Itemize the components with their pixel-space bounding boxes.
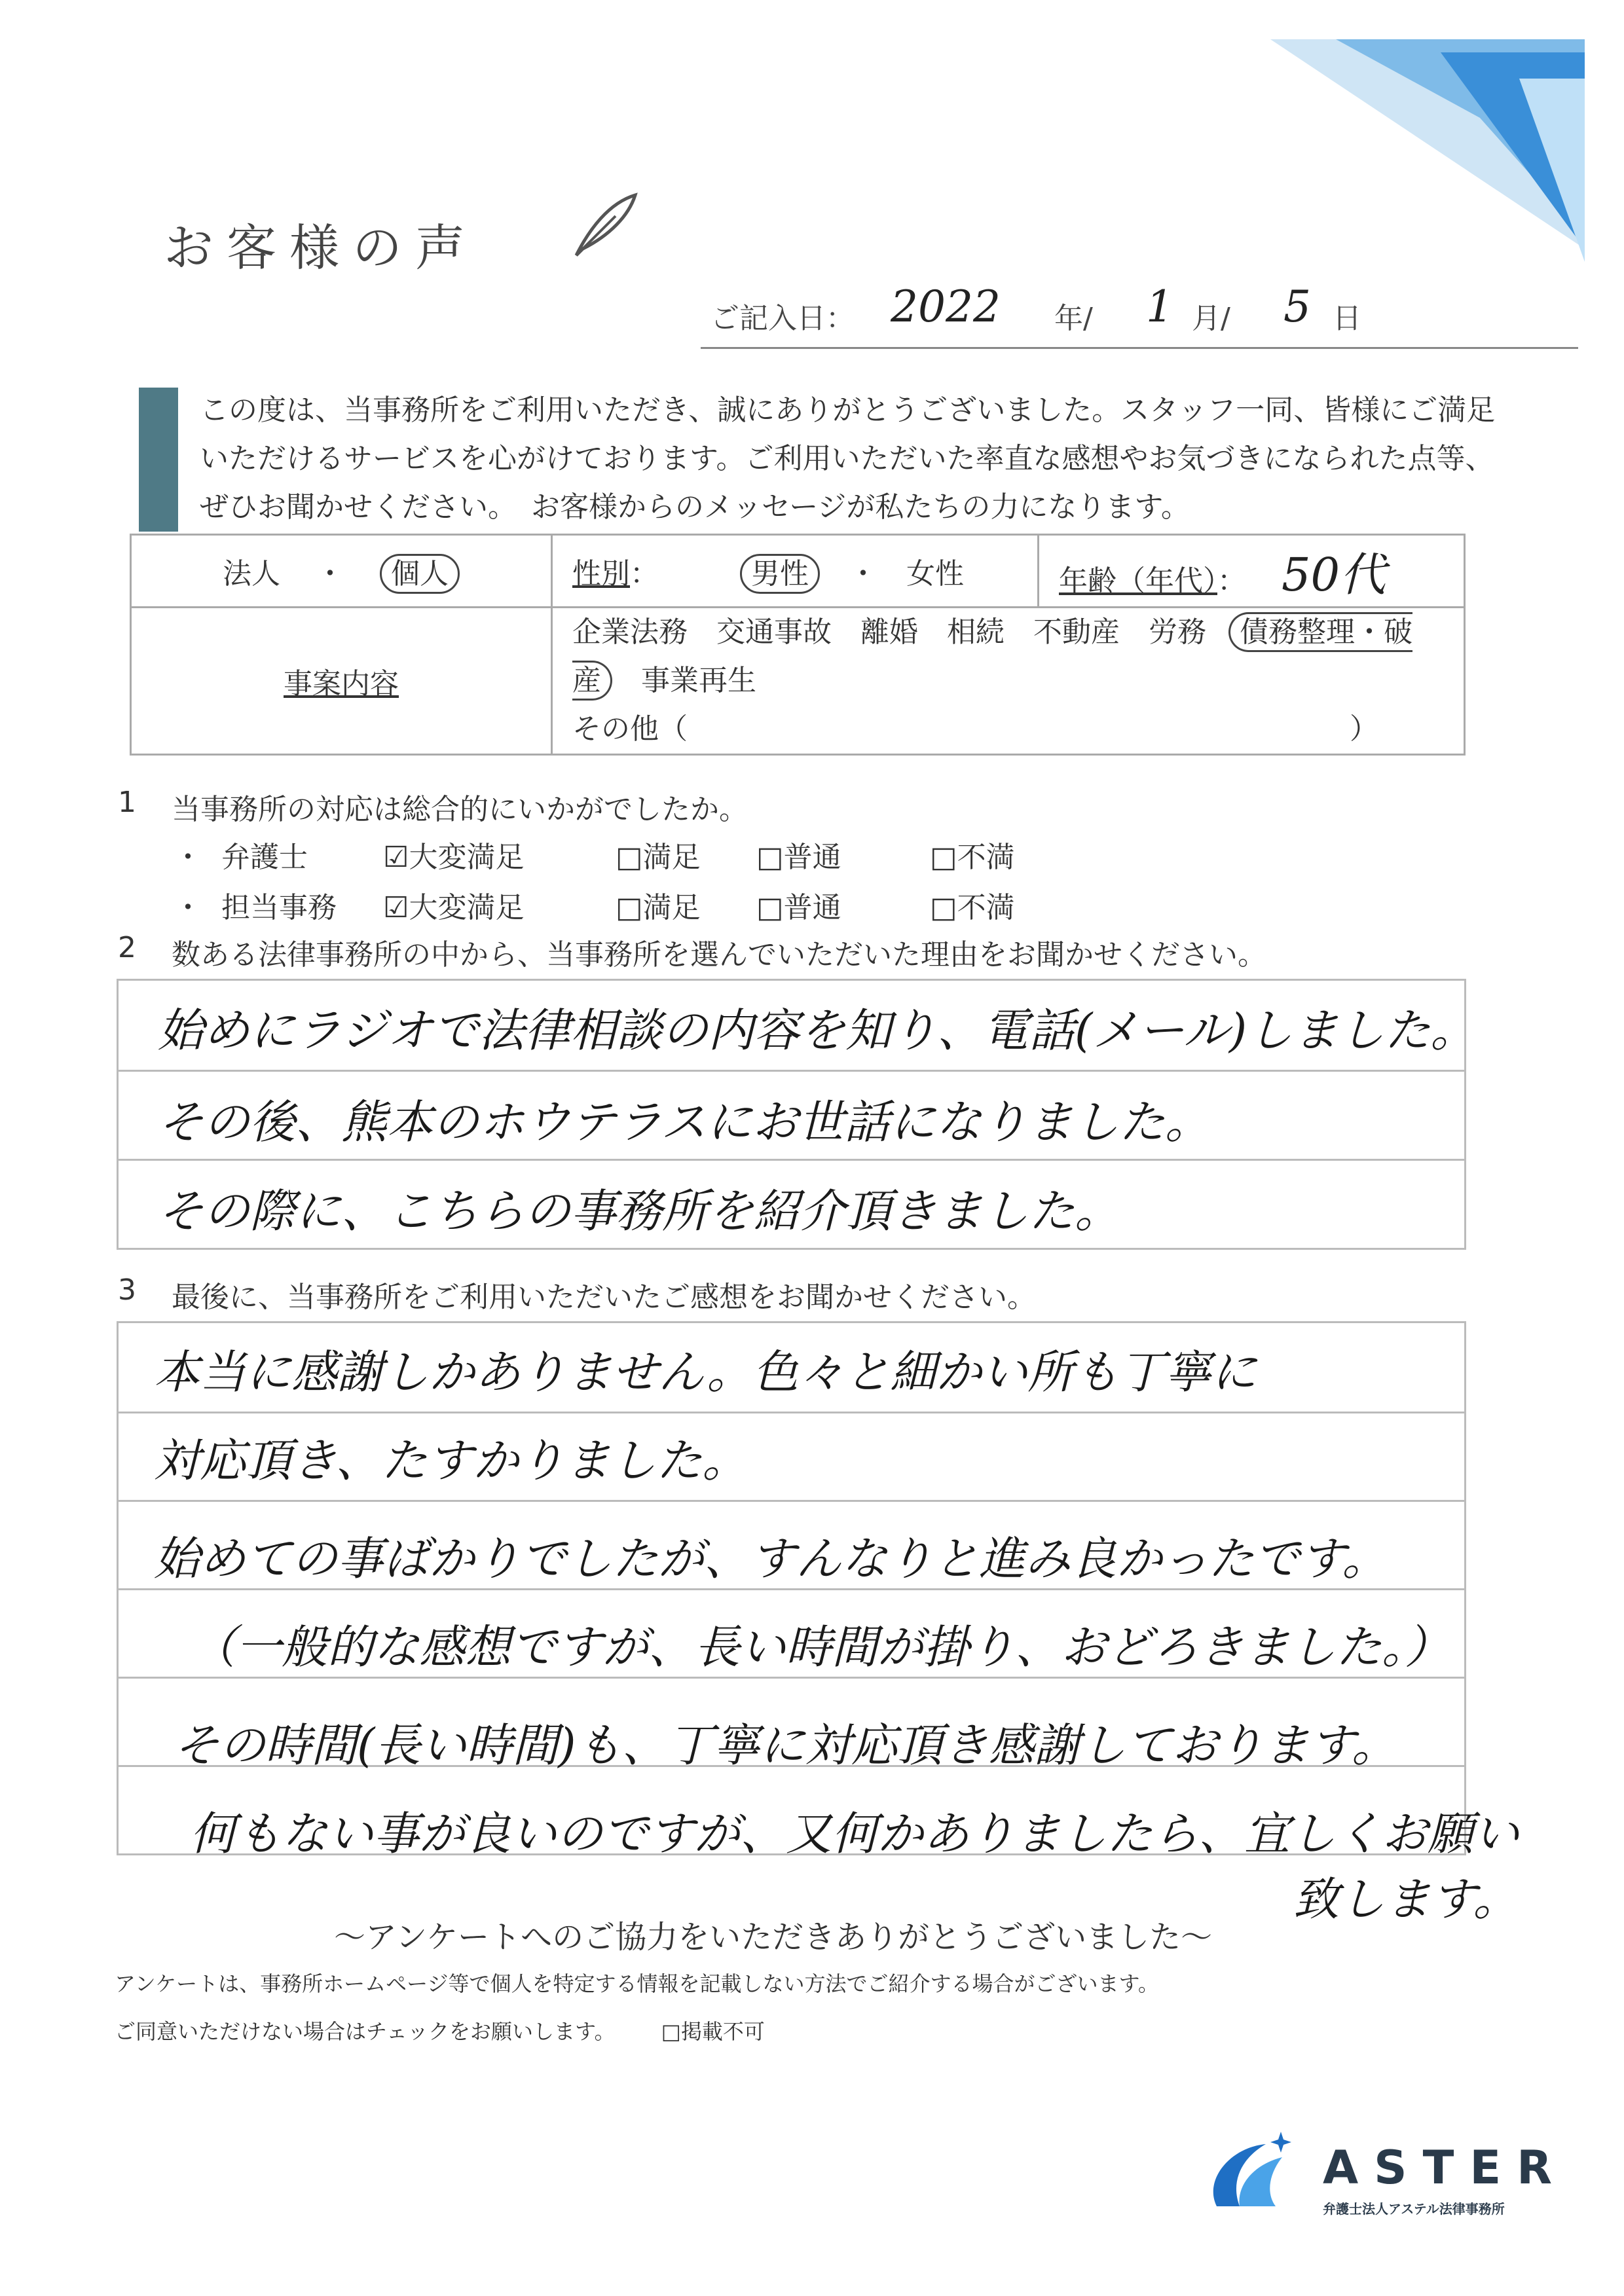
separator-dot: ・	[316, 557, 344, 591]
date-year-unit: 年/	[1054, 302, 1093, 335]
age-colon: ：	[1217, 564, 1246, 598]
handwritten-line: 始めにラジオで法律相談の内容を知り、電話(メール)しました。	[158, 1004, 1477, 1057]
client-info-table	[130, 534, 1466, 756]
no-publish-checkbox[interactable]: □掲載不可	[661, 2019, 765, 2044]
case-option: 企業法務	[572, 615, 688, 649]
handwritten-line: 本当に感謝しかありません。色々と細かい所も丁寧に	[154, 1345, 1257, 1399]
rating-option-checked: ☑大変満足	[383, 841, 525, 874]
question-number: 2	[118, 931, 136, 964]
case-option: 労務	[1149, 615, 1206, 649]
publication-note: アンケートは、事務所ホームページ等で個人を特定する情報を記載しない方法でご紹介する場合がございます。	[115, 1971, 1159, 1996]
case-option: 離婚	[860, 615, 918, 649]
aster-logo-icon	[1204, 2128, 1302, 2213]
handwritten-line: その後、熊本のホウテラスにお世話になりました。	[158, 1095, 1211, 1149]
question-text: 数ある法律事務所の中から、当事務所を選んでいただいた理由をお聞かせください。	[172, 938, 1266, 972]
logo-subtitle: 弁護士法人アステル法律事務所	[1323, 2201, 1505, 2217]
individual-option-selected: 個人	[380, 554, 460, 594]
date-label: ご記入日：	[710, 302, 855, 335]
case-label: 事案内容	[284, 667, 399, 701]
handwritten-line: 対応頂き、たすかりました。	[154, 1434, 748, 1487]
rating-option: □不満	[930, 891, 1015, 924]
bullet: ・	[174, 891, 202, 924]
male-option-selected: 男性	[740, 554, 820, 594]
case-other-open: その他（	[572, 712, 688, 746]
gender-label: 性別	[572, 557, 630, 591]
date-month-unit: 月/	[1192, 302, 1230, 335]
case-option-selected: 債務整理・破産	[572, 612, 1412, 701]
handwritten-line: （一般的な感想ですが、長い時間が掛り、おどろきました。）	[190, 1620, 1450, 1674]
gender-cell	[552, 535, 1039, 608]
question-number: 3	[118, 1273, 136, 1307]
date-year: 2022	[891, 282, 1001, 332]
rating-option: □普通	[756, 891, 841, 924]
feather-icon	[570, 190, 642, 262]
page-title: お客様の声	[164, 219, 478, 277]
consent-note	[115, 2015, 765, 2045]
age-value: 50代	[1282, 547, 1386, 602]
rating-option-checked: ☑大変満足	[383, 891, 525, 924]
intro-text	[200, 386, 1509, 532]
consent-note-text: ご同意いただけない場合はチェックをお願いします。	[115, 2019, 616, 2044]
case-options-cell	[552, 608, 1465, 755]
rating-option: □普通	[756, 841, 841, 874]
handwritten-line: 何もない事が良いのですが、又何かありましたら、宜しくお願い	[190, 1807, 1519, 1861]
handwritten-line: その際に、こちらの事務所を紹介頂きました。	[158, 1184, 1120, 1238]
corner-decoration	[1244, 39, 1585, 262]
age-cell	[1039, 535, 1465, 608]
case-option: 事業再生	[641, 664, 756, 697]
handwritten-line: 致します。	[1293, 1872, 1519, 1926]
date-month: 1	[1146, 282, 1173, 332]
intro-accent-bar	[139, 388, 178, 532]
intro-line: いただけるサービスを心がけております。ご利用いただいた率直な感想やお気づきになられた点等、	[200, 442, 1494, 475]
female-option: 女性	[906, 557, 964, 591]
question-text: 最後に、当事務所をご利用いただいたご感想をお聞かせください。	[172, 1281, 1036, 1314]
bullet: ・	[174, 841, 202, 874]
gender-colon: ：	[630, 557, 659, 591]
intro-line: ぜひお聞かせください。 お客様からのメッセージが私たちの力になります。	[200, 490, 1190, 524]
question-text: 当事務所の対応は総合的にいかがでしたか。	[172, 793, 748, 826]
handwritten-line: 始めての事ばかりでしたが、すんなりと進み良かったです。	[154, 1532, 1388, 1586]
logo-name: ASTER	[1323, 2141, 1568, 2195]
case-option: 相続	[947, 615, 1005, 649]
case-other-close: ）	[1350, 712, 1378, 746]
case-option: 不動産	[1033, 615, 1120, 649]
rating-option: □満足	[616, 891, 701, 924]
case-label-cell	[131, 608, 552, 755]
rating-row-label: 担当事務	[221, 891, 337, 924]
separator-dot: ・	[849, 557, 877, 591]
thanks-message: ～アンケートへのご協力をいただきありがとうございました～	[334, 1919, 1213, 1956]
case-option: 交通事故	[716, 615, 832, 649]
answer-box-q2	[117, 979, 1477, 1250]
rating-option: □満足	[616, 841, 701, 874]
date-day: 5	[1283, 282, 1311, 332]
rating-row-label: 弁護士	[221, 841, 308, 874]
corp-option: 法人	[223, 557, 280, 591]
intro-line: この度は、当事務所をご利用いただき、誠にありがとうございました。スタッフ一同、皆様にご満足	[200, 393, 1496, 427]
rating-option: □不満	[930, 841, 1015, 874]
handwritten-line: その時間(長い時間)も、丁寧に対応頂き感謝しております。	[174, 1719, 1398, 1772]
date-underline	[701, 347, 1578, 349]
question-number: 1	[118, 786, 136, 819]
client-type-cell	[131, 535, 552, 608]
age-label: 年齢（年代）	[1059, 564, 1217, 598]
date-day-unit: 日	[1333, 302, 1361, 335]
